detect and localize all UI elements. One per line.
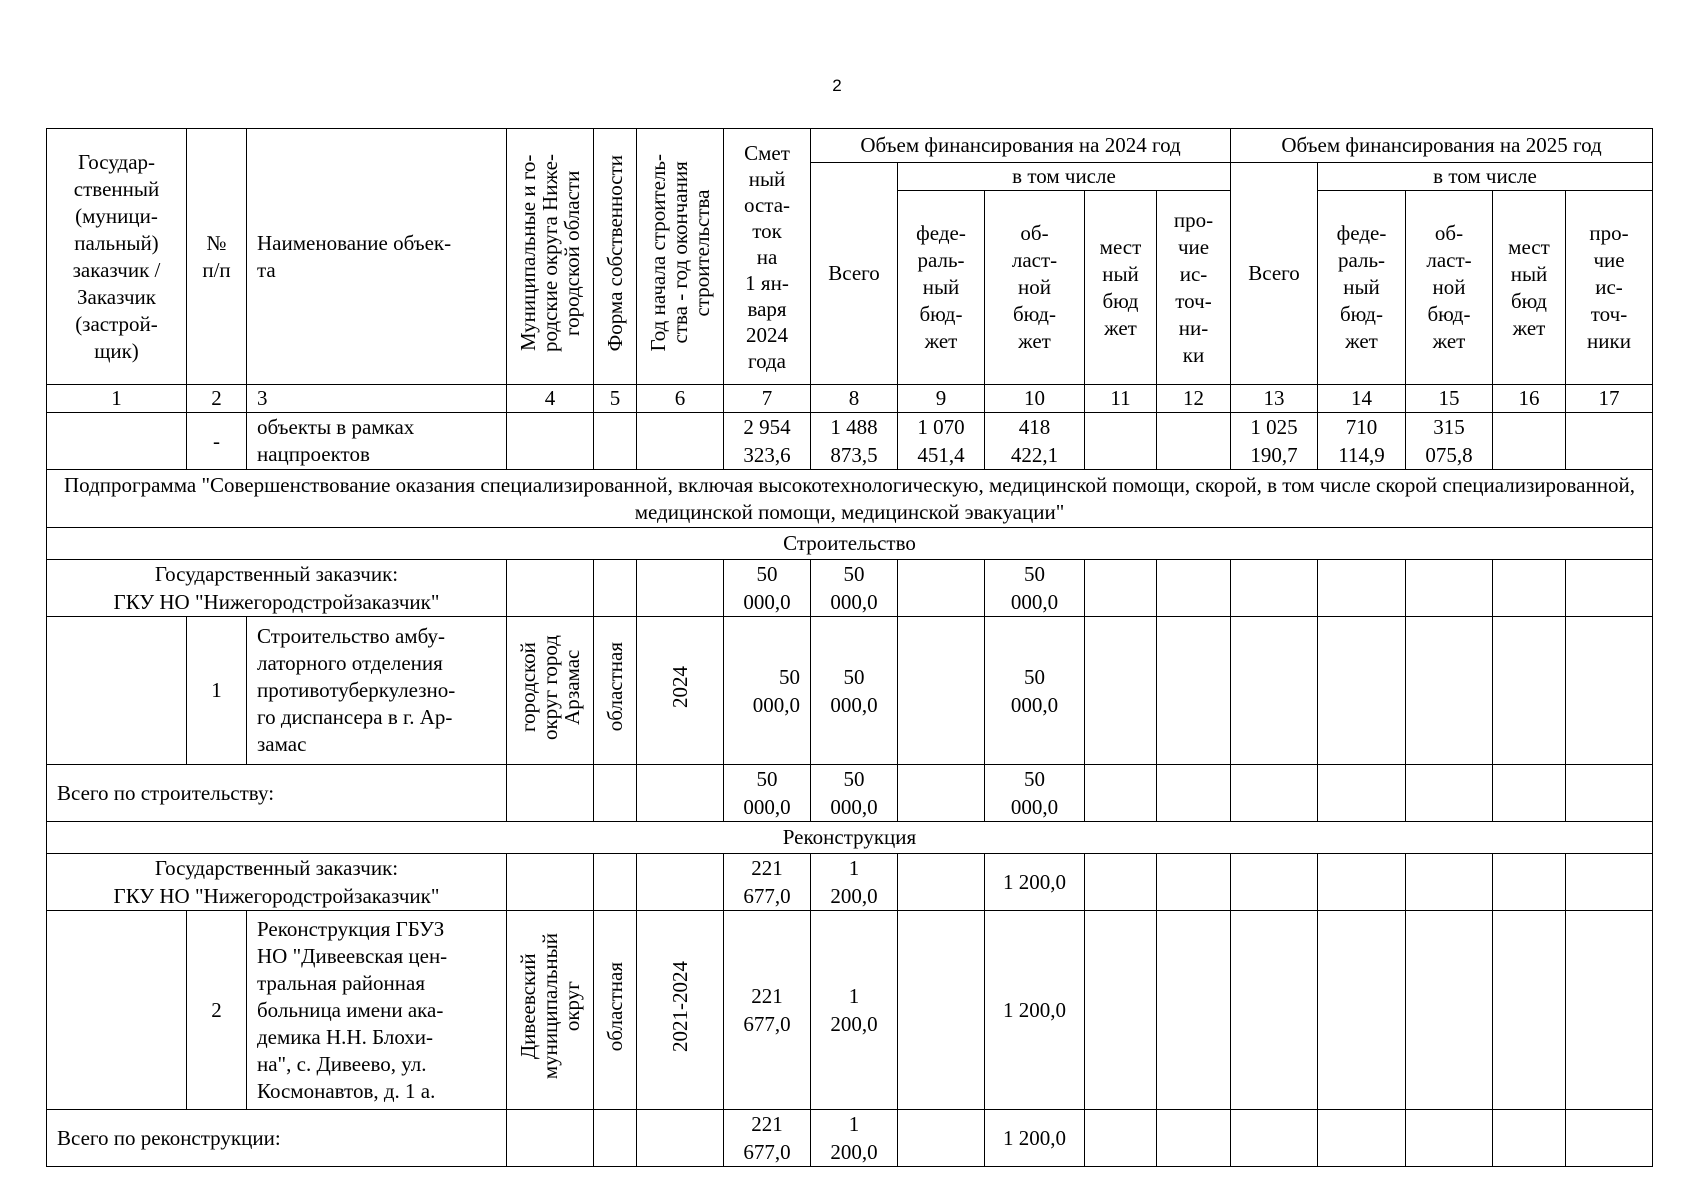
col-number: 14 xyxy=(1318,385,1406,413)
cell-value: 50 000,0 xyxy=(724,765,811,822)
col-number: 15 xyxy=(1406,385,1493,413)
cell-value: 1 200,0 xyxy=(811,1110,898,1167)
item-years: 2024 xyxy=(667,666,692,708)
header-municipal: Муниципальные и го- родские округа Ниже- городской области xyxy=(516,154,584,352)
cell-value: 418 422,1 xyxy=(985,413,1085,470)
item-years: 2021-2024 xyxy=(667,961,692,1052)
table-row xyxy=(47,854,1653,911)
header-fin2024: Объем финансирования на 2024 год xyxy=(811,129,1231,163)
cell-value: 50 000,0 xyxy=(811,617,898,765)
item-number: 2 xyxy=(187,911,247,1110)
cell-value: 1 200,0 xyxy=(811,911,898,1110)
column-number-row xyxy=(47,385,1653,413)
cell-value: 50 000,0 xyxy=(724,560,811,617)
financing-table xyxy=(46,128,1653,1167)
section-construction: Строительство xyxy=(47,528,1653,560)
item-ownership: областная xyxy=(602,642,627,732)
cell-value: 221 677,0 xyxy=(724,854,811,911)
cell-value: 1 200,0 xyxy=(985,1110,1085,1167)
col-number: 4 xyxy=(507,385,594,413)
col-number: 3 xyxy=(247,385,507,413)
col-number: 11 xyxy=(1085,385,1157,413)
col-number: 1 xyxy=(47,385,187,413)
table-row xyxy=(47,911,1653,1110)
header-total-2024: Всего xyxy=(811,163,898,385)
item-municipal: городской округ город Арзамас xyxy=(516,634,584,740)
header-incl-2024: в том числе xyxy=(898,163,1231,191)
item-municipal: Дивеевский муниципальный округ xyxy=(516,933,584,1080)
header-total-2025: Всего xyxy=(1231,163,1318,385)
page-number: 2 xyxy=(832,76,842,95)
section-reconstruction: Реконструкция xyxy=(47,822,1653,854)
header-years: Год начала строитель- ства - год окончания строительства xyxy=(646,154,714,352)
col-number: 2 xyxy=(187,385,247,413)
cell-value: 2 954 323,6 xyxy=(724,413,811,470)
cell-value: 1 070 451,4 xyxy=(898,413,985,470)
header-local-2025: мест ный бюд жет xyxy=(1493,191,1566,385)
item-number: 1 xyxy=(187,617,247,765)
col-number: 7 xyxy=(724,385,811,413)
cell-value: 50 000,0 xyxy=(811,560,898,617)
col-number: 5 xyxy=(594,385,637,413)
header-name: Наименование объек- та xyxy=(247,129,507,385)
customer-label: Государственный заказчик: ГКУ НО "Нижегородстройзаказчик" xyxy=(47,854,507,911)
cell-value: 1 200,0 xyxy=(811,854,898,911)
cell-value: 710 114,9 xyxy=(1318,413,1406,470)
col-number: 17 xyxy=(1566,385,1653,413)
cell-value: 221 677,0 xyxy=(724,1110,811,1167)
total-reconstruction-label: Всего по реконструкции: xyxy=(47,1110,507,1167)
header-local-2024: мест ный бюд жет xyxy=(1085,191,1157,385)
header-other-2024: про- чие ис- точ- ни- ки xyxy=(1157,191,1231,385)
header-ownership-cell xyxy=(594,129,637,385)
header-federal-2024: феде- раль- ный бюд- жет xyxy=(898,191,985,385)
cell-value: 50 000,0 xyxy=(985,617,1085,765)
item-ownership: областная xyxy=(602,961,627,1052)
col-number: 12 xyxy=(1157,385,1231,413)
customer-label: Государственный заказчик: ГКУ НО "Нижегородстройзаказчик" xyxy=(47,560,507,617)
cell-value: 50 000,0 xyxy=(985,765,1085,822)
cell-value: 1 025 190,7 xyxy=(1231,413,1318,470)
cell-value: 1 200,0 xyxy=(985,911,1085,1110)
cell-value: 1 488 873,5 xyxy=(811,413,898,470)
header-customer: Государ- ственный (муници- пальный) заказчик / Заказчик (застрой- щик) xyxy=(47,129,187,385)
table-row xyxy=(47,617,1653,765)
cell-value: 1 200,0 xyxy=(985,854,1085,911)
table-row xyxy=(47,1110,1653,1167)
col-number: 16 xyxy=(1493,385,1566,413)
cell-value: 221 677,0 xyxy=(724,911,811,1110)
cell-value: 315 075,8 xyxy=(1406,413,1493,470)
item-name: Реконструкция ГБУЗ НО "Дивеевская цен- тральная районная больница имени ака- демика Н.Н. Блохи- на", с. Дивеево, ул. Космонавтов, д. 1 а. xyxy=(247,911,507,1110)
header-incl-2025: в том числе xyxy=(1318,163,1653,191)
subprogram-title: Подпрограмма "Совершенствование оказания специализированной, включая высокотехнологическую, медицинской помощи, скорой, в том числе скорой специализированной, медицинской помощи, медицинской эвакуации" xyxy=(47,470,1653,528)
total-construction-label: Всего по строительству: xyxy=(47,765,507,822)
table-row xyxy=(47,765,1653,822)
col-number: 13 xyxy=(1231,385,1318,413)
item-name: Строительство амбу- латорного отделения противотуберкулезно- го диспансера в г. Ар- замас xyxy=(247,617,507,765)
table-row xyxy=(47,413,1653,470)
header-regional-2025: об- ласт- ной бюд- жет xyxy=(1406,191,1493,385)
nat-projects-name: объекты в рамках нацпроектов xyxy=(247,413,507,470)
header-regional-2024: об- ласт- ной бюд- жет xyxy=(985,191,1085,385)
header-federal-2025: феде- раль- ный бюд- жет xyxy=(1318,191,1406,385)
header-fin2025: Объем финансирования на 2025 год xyxy=(1231,129,1653,163)
col-number: 10 xyxy=(985,385,1085,413)
header-balance: Смет ный оста- ток на 1 ян- варя 2024 года xyxy=(724,129,811,385)
col-number: 6 xyxy=(637,385,724,413)
col-number: 8 xyxy=(811,385,898,413)
header-other-2025: про- чие ис- точ- ники xyxy=(1566,191,1653,385)
header-years-cell xyxy=(637,129,724,385)
header-municipal-cell xyxy=(507,129,594,385)
cell-value: 50 000,0 xyxy=(724,617,811,765)
col-number: 9 xyxy=(898,385,985,413)
cell-value: 50 000,0 xyxy=(811,765,898,822)
table-row xyxy=(47,560,1653,617)
header-ownership: Форма собственности xyxy=(602,154,627,352)
nat-projects-dash: - xyxy=(187,413,247,470)
cell-value: 50 000,0 xyxy=(985,560,1085,617)
header-num: № п/п xyxy=(187,129,247,385)
